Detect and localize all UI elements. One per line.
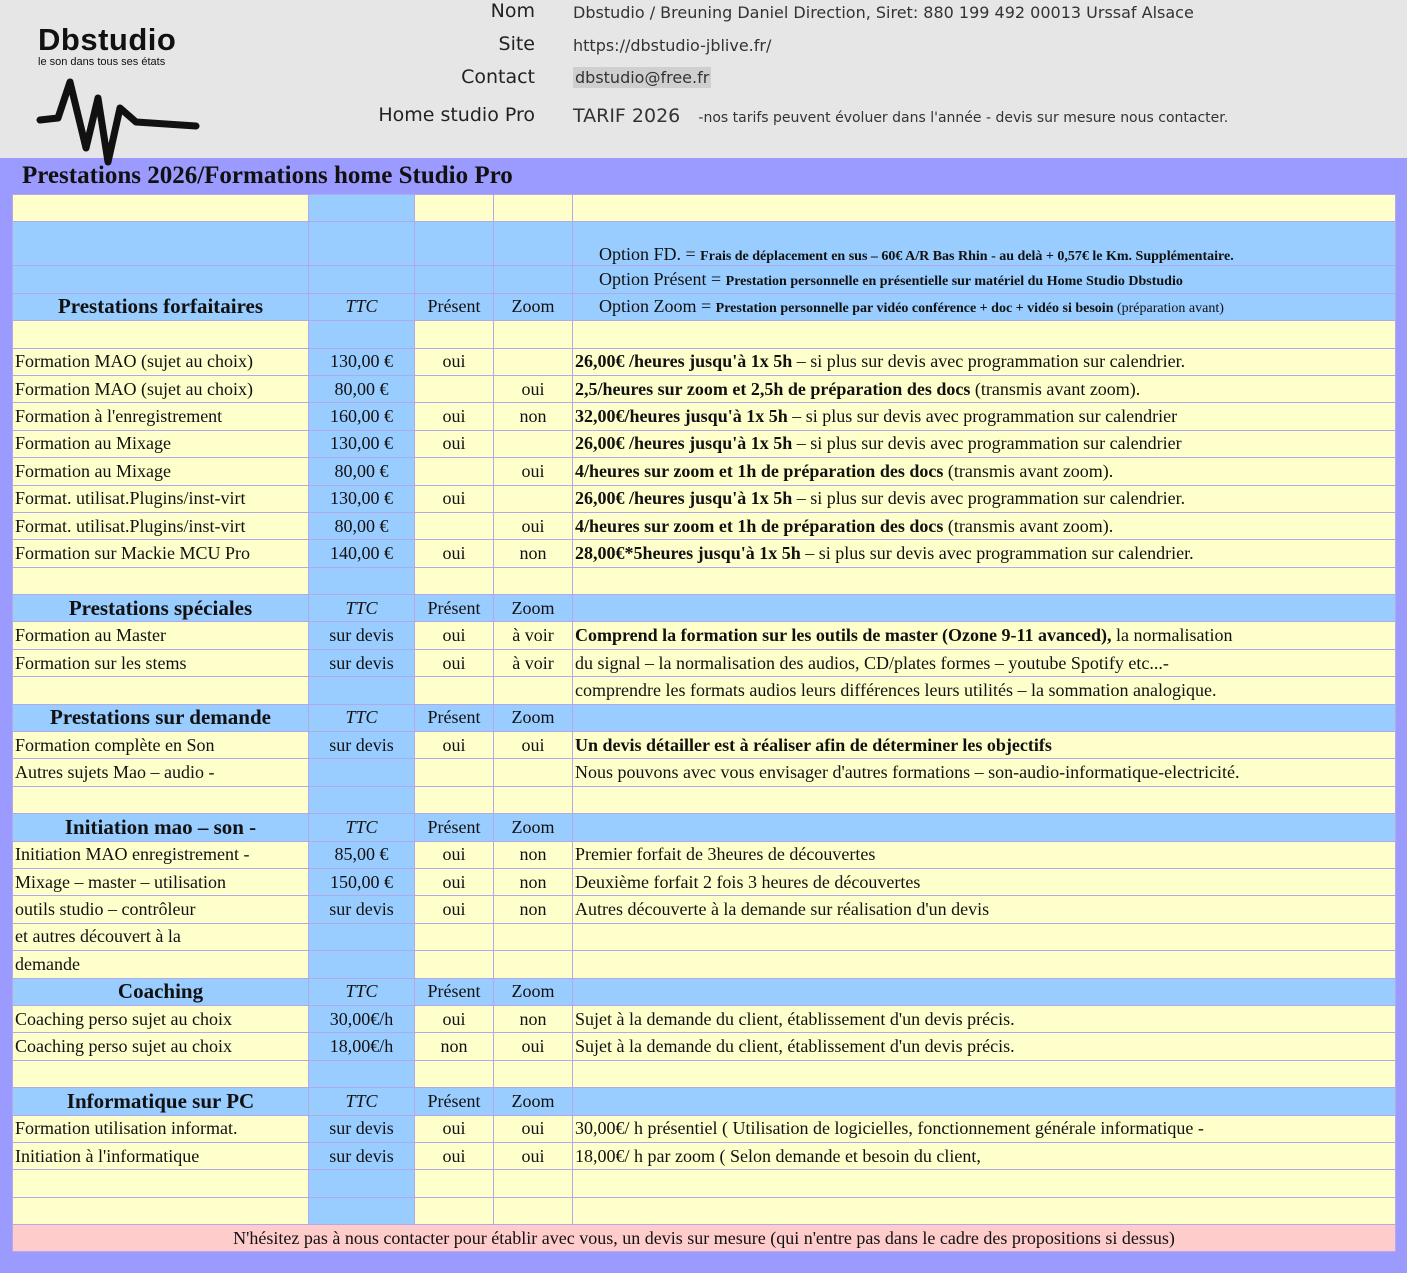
section-title: Informatique sur PC <box>13 1088 309 1115</box>
row-desc-text: – si plus sur devis avec programmation sur calendrier. <box>792 488 1186 509</box>
table-row <box>13 951 1396 978</box>
row-description <box>573 458 1396 485</box>
row-zoom <box>494 951 573 978</box>
row-desc-text: – si plus sur devis avec programmation sur calendrier <box>787 406 1178 427</box>
empty-cell <box>415 321 494 348</box>
row-description <box>573 951 1396 978</box>
row-name: Format. utilisat.Plugins/inst-virt <box>13 512 309 539</box>
row-desc-text: (transmis avant zoom). <box>943 460 1114 481</box>
spacer-row <box>13 1197 1396 1224</box>
label-nom: Nom <box>490 0 535 22</box>
tarif-line <box>573 105 1228 127</box>
option-present-label: Option Présent <box>599 269 707 290</box>
row-description <box>573 649 1396 676</box>
row-present <box>415 677 494 704</box>
spacer-row <box>13 321 1396 348</box>
row-price <box>309 759 415 786</box>
empty-cell <box>13 1197 309 1224</box>
row-present <box>415 951 494 978</box>
label-site: Site <box>498 33 535 55</box>
row-name: Format. utilisat.Plugins/inst-virt <box>13 485 309 512</box>
spacer-row <box>13 567 1396 594</box>
col-ttc: TTC <box>309 814 415 841</box>
empty-cell <box>573 321 1396 348</box>
row-name: Initiation MAO enregistrement - <box>13 841 309 868</box>
empty-cell <box>309 567 415 594</box>
row-desc-text: (transmis avant zoom). <box>943 515 1114 536</box>
row-price: 150,00 € <box>309 868 415 895</box>
col-present: Présent <box>415 1088 494 1115</box>
row-desc-bold: 26,00€ /heures jusqu'à 1x 5h <box>575 433 793 454</box>
spacer-row <box>13 195 1396 222</box>
row-present: oui <box>415 430 494 457</box>
row-desc-bold: 2,5/heures sur zoom et 2,5h de préparation des docs <box>575 378 971 399</box>
empty-cell <box>13 1170 309 1197</box>
table-row <box>13 348 1396 375</box>
row-price: sur devis <box>309 1115 415 1142</box>
row-description <box>573 348 1396 375</box>
row-price: sur devis <box>309 732 415 759</box>
row-name: outils studio – contrôleur <box>13 896 309 923</box>
tarif-note: -nos tarifs peuvent évoluer dans l'année - devis sur mesure nous contacter. <box>698 110 1229 126</box>
empty-cell <box>415 567 494 594</box>
table-row <box>13 622 1396 649</box>
row-present <box>415 512 494 539</box>
empty-cell <box>13 1060 309 1087</box>
table-row <box>13 732 1396 759</box>
page-title: Prestations 2026/Formations home Studio Pro <box>22 162 513 189</box>
row-desc-text: – si plus sur devis avec programmation sur calendrier. <box>800 542 1194 563</box>
col-present: Présent <box>415 704 494 731</box>
row-zoom: oui <box>494 1115 573 1142</box>
row-zoom: oui <box>494 458 573 485</box>
row-desc-bold: 26,00€ /heures jusqu'à 1x 5h <box>575 488 793 509</box>
row-name: Formation au Mixage <box>13 430 309 457</box>
section-header-coaching <box>13 978 1396 1005</box>
row-zoom: à voir <box>494 622 573 649</box>
row-price: 85,00 € <box>309 841 415 868</box>
row-price: 80,00 € <box>309 512 415 539</box>
row-present: oui <box>415 649 494 676</box>
row-name: Formation au Master <box>13 622 309 649</box>
table-row <box>13 1033 1396 1060</box>
option-zoom-desc: Prestation personnelle par vidéo conférence + doc + vidéo si besoin <box>715 301 1114 317</box>
empty-cell <box>573 567 1396 594</box>
row-price <box>309 951 415 978</box>
row-price: 130,00 € <box>309 348 415 375</box>
row-description <box>573 677 1396 704</box>
row-zoom: oui <box>494 512 573 539</box>
row-name: Formation sur Mackie MCU Pro <box>13 540 309 567</box>
row-name: Coaching perso sujet au choix <box>13 1005 309 1032</box>
row-price: 140,00 € <box>309 540 415 567</box>
col-ttc: TTC <box>309 293 415 320</box>
col-zoom: Zoom <box>494 704 573 731</box>
label-home-studio: Home studio Pro <box>378 104 535 126</box>
row-price: sur devis <box>309 1142 415 1169</box>
row-present: oui <box>415 841 494 868</box>
value-nom: Dbstudio / Breuning Daniel Direction, Siret: 880 199 492 00013 Urssaf Alsace <box>573 3 1194 22</box>
row-desc-text: – si plus sur devis avec programmation sur calendrier <box>792 433 1182 454</box>
row-name: Initiation à l'informatique <box>13 1142 309 1169</box>
row-name: Coaching perso sujet au choix <box>13 1033 309 1060</box>
row-price: sur devis <box>309 649 415 676</box>
empty-cell <box>13 786 309 813</box>
section-header-informatique <box>13 1088 1396 1115</box>
table-row <box>13 512 1396 539</box>
table-row <box>13 458 1396 485</box>
row-zoom: non <box>494 540 573 567</box>
row-zoom: oui <box>494 1142 573 1169</box>
empty-cell <box>573 1060 1396 1087</box>
prestations-table <box>12 194 1396 1252</box>
col-present: Présent <box>415 814 494 841</box>
row-price <box>309 677 415 704</box>
row-desc-bold: 26,00€ /heures jusqu'à 1x 5h <box>575 351 793 372</box>
row-desc-text: Nous pouvons avec vous envisager d'autres formations – son-audio-informatique-electricité. <box>575 762 1240 783</box>
table-row <box>13 375 1396 402</box>
empty-cell <box>13 567 309 594</box>
row-present: oui <box>415 1142 494 1169</box>
col-present: Présent <box>415 293 494 320</box>
empty-cell <box>573 814 1396 841</box>
table-row <box>13 759 1396 786</box>
spacer-row <box>13 786 1396 813</box>
row-price: 80,00 € <box>309 375 415 402</box>
row-price <box>309 923 415 950</box>
row-zoom: non <box>494 403 573 430</box>
table-row <box>13 677 1396 704</box>
row-present: oui <box>415 1115 494 1142</box>
row-zoom <box>494 430 573 457</box>
section-title: Initiation mao – son - <box>13 814 309 841</box>
empty-cell <box>573 1088 1396 1115</box>
row-description <box>573 923 1396 950</box>
row-zoom: oui <box>494 375 573 402</box>
row-price: 160,00 € <box>309 403 415 430</box>
row-name: Formation sur les stems <box>13 649 309 676</box>
col-present: Présent <box>415 978 494 1005</box>
option-fd-row: Option FD. = Frais de déplacement en sus – 60€ A/R Bas Rhin - au delà + 0,57€ le Km. Supplémentaire. <box>13 222 1396 266</box>
row-name: Formation utilisation informat. <box>13 1115 309 1142</box>
row-name: Mixage – master – utilisation <box>13 868 309 895</box>
row-price: 130,00 € <box>309 485 415 512</box>
row-description <box>573 430 1396 457</box>
section-title: Prestations forfaitaires <box>13 293 309 320</box>
row-present: oui <box>415 868 494 895</box>
row-description <box>573 485 1396 512</box>
empty-cell <box>309 1170 415 1197</box>
spacer-row <box>13 1170 1396 1197</box>
empty-cell <box>573 595 1396 622</box>
row-zoom: non <box>494 896 573 923</box>
table-row <box>13 923 1396 950</box>
row-desc-bold: 28,00€*5heures jusqu'à 1x 5h <box>575 542 801 563</box>
option-zoom-label: Option Zoom <box>599 296 697 317</box>
col-zoom: Zoom <box>494 293 573 320</box>
row-description: 18,00€/ h par zoom ( Selon demande et besoin du client, <box>573 1142 1396 1169</box>
row-description <box>573 732 1396 759</box>
option-present-desc: Prestation personnelle en présentielle sur matériel du Home Studio Dbstudio <box>725 274 1183 290</box>
row-description <box>573 512 1396 539</box>
row-zoom: non <box>494 1005 573 1032</box>
table-row <box>13 896 1396 923</box>
row-zoom <box>494 759 573 786</box>
col-zoom: Zoom <box>494 595 573 622</box>
row-name: Formation au Mixage <box>13 458 309 485</box>
row-present: oui <box>415 1005 494 1032</box>
col-zoom: Zoom <box>494 814 573 841</box>
table-row <box>13 841 1396 868</box>
row-description: Deuxième forfait 2 fois 3 heures de découvertes <box>573 868 1396 895</box>
row-price: sur devis <box>309 896 415 923</box>
row-description <box>573 759 1396 786</box>
row-zoom <box>494 485 573 512</box>
row-present <box>415 923 494 950</box>
row-zoom <box>494 677 573 704</box>
footer-note: N'hésitez pas à nous contacter pour établir avec vous, un devis sur mesure (qui n'entre pas dans le cadre des propositions si dessus) <box>13 1225 1396 1252</box>
row-zoom: à voir <box>494 649 573 676</box>
row-name: Formation MAO (sujet au choix) <box>13 375 309 402</box>
section-header-demande <box>13 704 1396 731</box>
empty-cell <box>309 1197 415 1224</box>
option-fd-desc: Frais de déplacement en sus – 60€ A/R Bas Rhin - au delà + 0,57€ le Km. Supplémentaire. <box>700 249 1234 265</box>
row-desc-text: (transmis avant zoom). <box>970 378 1141 399</box>
empty-cell <box>415 1197 494 1224</box>
section-title: Coaching <box>13 978 309 1005</box>
row-description: Autres découverte à la demande sur réalisation d'un devis <box>573 896 1396 923</box>
empty-cell <box>415 1170 494 1197</box>
label-contact: Contact <box>461 66 535 88</box>
table-row <box>13 1142 1396 1169</box>
row-zoom: non <box>494 868 573 895</box>
row-present: oui <box>415 896 494 923</box>
row-zoom: oui <box>494 732 573 759</box>
empty-cell <box>494 1197 573 1224</box>
section-header-initiation <box>13 814 1396 841</box>
row-description <box>573 403 1396 430</box>
empty-cell <box>13 321 309 348</box>
row-description <box>573 540 1396 567</box>
logo-brand: Dbstudio <box>38 22 177 57</box>
row-present: oui <box>415 622 494 649</box>
row-price: 130,00 € <box>309 430 415 457</box>
option-fd-label: Option FD. <box>599 244 682 265</box>
row-name: Formation MAO (sujet au choix) <box>13 348 309 375</box>
col-ttc: TTC <box>309 1088 415 1115</box>
row-description: Sujet à la demande du client, établissement d'un devis précis. <box>573 1005 1396 1032</box>
option-present-row: Option Présent = Prestation personnelle en présentielle sur matériel du Home Studio Dbstudio <box>13 266 1396 293</box>
row-desc-bold: 4/heures sur zoom et 1h de préparation des docs <box>575 515 944 536</box>
table-row <box>13 430 1396 457</box>
logo-tagline: le son dans tous ses états <box>38 56 166 68</box>
empty-cell <box>494 321 573 348</box>
row-description: 30,00€/ h présentiel ( Utilisation de logicielles, fonctionnement générale informatique - <box>573 1115 1396 1142</box>
row-present: oui <box>415 403 494 430</box>
row-name <box>13 677 309 704</box>
empty-cell <box>415 1060 494 1087</box>
sound-wave-icon <box>36 70 206 170</box>
row-name: et autres découvert à la <box>13 923 309 950</box>
empty-cell <box>494 786 573 813</box>
empty-cell <box>494 1060 573 1087</box>
row-present <box>415 458 494 485</box>
row-zoom: non <box>494 841 573 868</box>
table-row <box>13 868 1396 895</box>
section-title: Prestations sur demande <box>13 704 309 731</box>
row-description <box>573 622 1396 649</box>
row-present <box>415 375 494 402</box>
table-row <box>13 540 1396 567</box>
row-present: non <box>415 1033 494 1060</box>
col-ttc: TTC <box>309 978 415 1005</box>
empty-cell <box>415 786 494 813</box>
row-description: Premier forfait de 3heures de découvertes <box>573 841 1396 868</box>
row-name: Autres sujets Mao – audio - <box>13 759 309 786</box>
row-price: 80,00 € <box>309 458 415 485</box>
row-present: oui <box>415 540 494 567</box>
footer-row <box>13 1225 1396 1252</box>
col-ttc: TTC <box>309 704 415 731</box>
row-description: Sujet à la demande du client, établissement d'un devis précis. <box>573 1033 1396 1060</box>
row-price: 18,00€/h <box>309 1033 415 1060</box>
row-zoom: oui <box>494 1033 573 1060</box>
table-row <box>13 1005 1396 1032</box>
col-present: Présent <box>415 595 494 622</box>
table-row <box>13 1115 1396 1142</box>
table-row <box>13 403 1396 430</box>
row-price: 30,00€/h <box>309 1005 415 1032</box>
site-link[interactable]: https://dbstudio-jblive.fr/ <box>573 36 772 55</box>
row-desc-text: – si plus sur devis avec programmation sur calendrier. <box>792 351 1186 372</box>
row-desc-text: la normalisation <box>1111 625 1233 646</box>
row-name: demande <box>13 951 309 978</box>
col-zoom: Zoom <box>494 978 573 1005</box>
row-zoom <box>494 348 573 375</box>
row-zoom <box>494 923 573 950</box>
header <box>0 0 1407 158</box>
row-present <box>415 759 494 786</box>
tarif-title: TARIF 2026 <box>573 105 681 127</box>
section-title: Prestations spéciales <box>13 595 309 622</box>
empty-cell <box>494 567 573 594</box>
row-name: Formation à l'enregistrement <box>13 403 309 430</box>
row-present: oui <box>415 732 494 759</box>
row-desc-text: comprendre les formats audios leurs différences leurs utilités – la sommation analogique. <box>575 679 1217 700</box>
empty-cell <box>573 1170 1396 1197</box>
empty-cell <box>309 321 415 348</box>
empty-cell <box>309 1060 415 1087</box>
empty-cell <box>309 786 415 813</box>
table-row <box>13 649 1396 676</box>
spacer-row <box>13 1060 1396 1087</box>
empty-cell <box>573 978 1396 1005</box>
row-desc-text: du signal – la normalisation des audios, CD/plates formes – youtube Spotify etc...- <box>575 652 1169 673</box>
empty-cell <box>573 1197 1396 1224</box>
row-desc-bold: 4/heures sur zoom et 1h de préparation des docs <box>575 460 944 481</box>
row-desc-bold: 32,00€/heures jusqu'à 1x 5h <box>575 406 788 427</box>
row-desc-bold: Comprend la formation sur les outils de master (Ozone 9-11 avanced), <box>575 625 1112 646</box>
row-price: sur devis <box>309 622 415 649</box>
empty-cell <box>573 704 1396 731</box>
col-ttc: TTC <box>309 595 415 622</box>
row-present: oui <box>415 485 494 512</box>
section-header-forfait: Prestations forfaitaires TTC Présent Zoom Option Zoom = Prestation personnelle par vidéo conférence + doc + vidéo si besoin (préparation avant) <box>13 293 1396 320</box>
row-present: oui <box>415 348 494 375</box>
row-name: Formation complète en Son <box>13 732 309 759</box>
empty-cell <box>573 786 1396 813</box>
row-description <box>573 375 1396 402</box>
row-desc-bold: Un devis détailler est à réaliser afin de déterminer les objectifs <box>575 734 1052 755</box>
empty-cell <box>494 1170 573 1197</box>
section-header-speciales <box>13 595 1396 622</box>
contact-email-link[interactable]: dbstudio@free.fr <box>575 68 710 87</box>
table-row <box>13 485 1396 512</box>
col-zoom: Zoom <box>494 1088 573 1115</box>
